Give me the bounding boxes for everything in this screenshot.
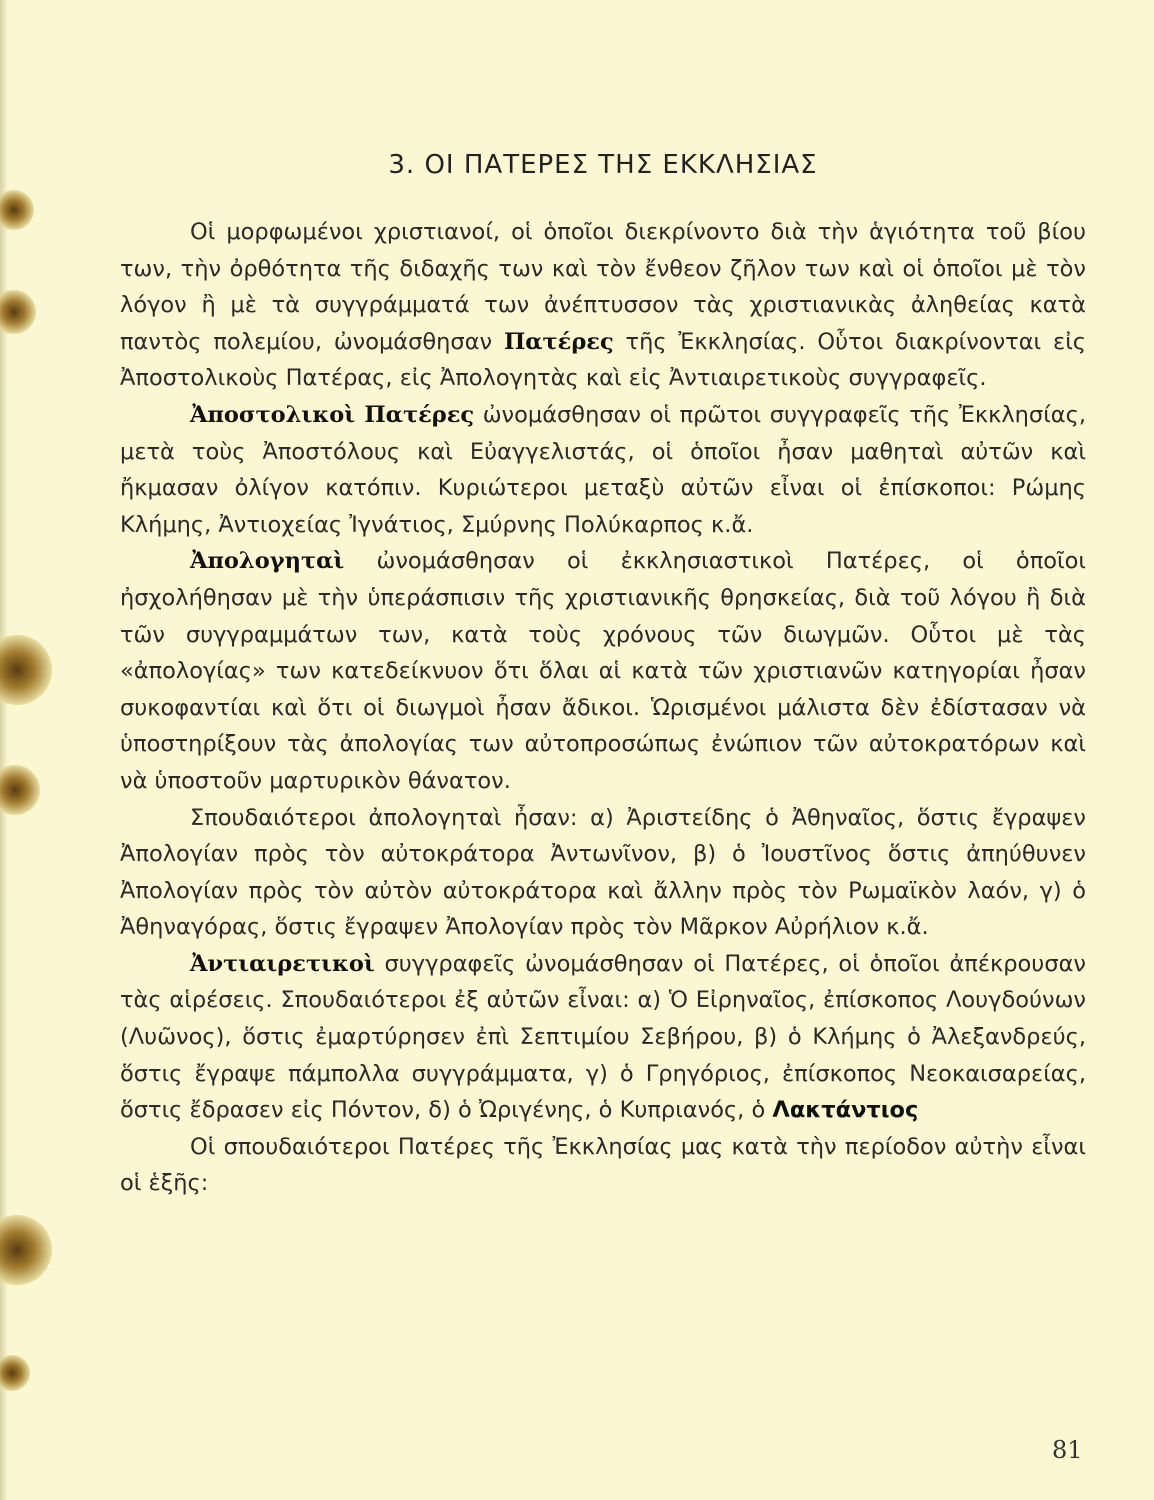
- paragraph-fathers-definition: [120, 214, 1086, 397]
- binding-hole-4: [0, 765, 40, 815]
- term-pateres: Πατέρες: [503, 328, 614, 355]
- binding-hole-3: [0, 635, 52, 705]
- text-run: Οἱ μορφωμένοι χριστιανοί, οἱ ὁποῖοι διεκρίνοντο διὰ τὴν ἁγιότητα τοῦ βίου των, τὴν ὀρθότητα τῆς διδαχῆς των καὶ τὸν ἔνθεον ζῆλον των καὶ οἱ ὁποῖοι μὲ τὸν λόγον ἢ μὲ τὰ συγγράμματά των ἀνέπτυσσον τὰς χριστιανικὰς ἀληθείας κατὰ παντὸς πολεμίου, ὠνομάσθησαν: [120, 219, 1086, 355]
- term-anti-heretical: Ἀντιαιρετικοὶ: [190, 950, 375, 977]
- text-run: τῆς Ἐκκλησίας. Οὗτοι διακρίνονται εἰς Ἀποστολικοὺς Πατέρας, εἰς Ἀπολογητὰς καὶ εἰς Ἀντιαιρετικοὺς συγγραφεῖς.: [120, 328, 1087, 392]
- document-body: [120, 150, 1086, 1202]
- term-apostolic-fathers: Ἀποστολικοὶ Πατέρες: [190, 401, 475, 428]
- text-run: Σπουδαιότεροι ἀπολογηταὶ ἦσαν: α) Ἀριστείδης ὁ Ἀθηναῖος, ὅστις ἔγραψεν Ἀπολογίαν πρὸς τὸν αὐτοκράτορα Ἀντωνῖνον, β) ὁ Ἰουστῖνος ὅστις ἀπηύθυνεν Ἀπολογίαν πρὸς τὸν αὐτὸν αὐτοκράτορα καὶ ἄλλην πρὸς τὸν Ρωμαϊκὸν λαόν, γ) ὁ Ἀθηναγόρας, ὅστις ἔγραψεν Ἀπολογίαν πρὸς τὸν Μᾶρκον Αὐρήλιον κ.ἄ.: [120, 804, 1086, 941]
- text-run: ὠνομάσθησαν οἱ ἐκκλησιαστικοὶ Πατέρες, οἱ ὁποῖοι ἠσχολήθησαν μὲ τὴν ὑπεράσπισιν τῆς χριστιανικῆς θρησκείας, διὰ τοῦ λόγου ἢ διὰ τῶν συγγραμμάτων των, κατὰ τοὺς χρόνους τῶν διωγμῶν. Οὗτοι μὲ τὰς «ἀπολογίας» των κατεδείκνυον ὅτι ὅλαι αἱ κατὰ τῶν χριστιανῶν κατηγορίαι ἦσαν συκοφαντίαι καὶ ὅτι οἱ διωγμοὶ ἦσαν ἄδικοι. Ὡρισμένοι μάλιστα δὲν ἐδίστασαν νὰ ὑποστηρίξουν τὰς ἀπολογίας των αὐτοπροσώπως ἐνώπιον τῶν αὐτοκρατόρων καὶ νὰ ὑποστοῦν μαρτυρικὸν θάνατον.: [120, 548, 1086, 794]
- page-number: 81: [1052, 1436, 1083, 1464]
- text-run: συγγραφεῖς ὠνομάσθησαν οἱ Πατέρες, οἱ ὁποῖοι ἀπέκρουσαν τὰς αἱρέσεις. Σπουδαιότεροι ἐξ αὐτῶν εἶναι: α) Ὁ Εἰρηναῖος, ἐπίσκοπος Λουγδούνων (Λυῶνος), ὅστις ἐμαρτύρησεν ἐπὶ Σεπτιμίου Σεβήρου, β) ὁ Κλήμης ὁ Ἀλεξανδρεύς, ὅστις ἔγραψε πάμπολλα συγγράμματα, γ) ὁ Γρηγόριος, ἐπίσκοπος Νεοκαισαρείας, ὅστις ἔδρασεν εἰς Πόντον, δ) ὁ Ὠριγένης, ὁ Κυπριανός, ὁ: [120, 950, 1086, 1124]
- binding-hole-2: [0, 290, 36, 334]
- paragraph-apologists: [120, 543, 1086, 799]
- binding-hole-6: [0, 1355, 30, 1391]
- term-apologists: Ἀπολογηταὶ: [190, 548, 345, 575]
- paragraph-main-apologists: [120, 800, 1086, 946]
- binding-hole-5: [0, 1215, 52, 1285]
- text-run: ὠνομάσθησαν οἱ πρῶτοι συγγραφεῖς τῆς Ἐκκλησίας, μετὰ τοὺς Ἀποστόλους καὶ Εὐαγγελιστάς, οἱ ὁποῖοι ἦσαν μαθηταὶ αὐτῶν καὶ ἤκμασαν ὀλίγον κατόπιν. Κυριώτεροι μεταξὺ αὐτῶν εἶναι οἱ ἐπίσκοποι: Ρώμης Κλήμης, Ἀντιοχείας Ἰγνάτιος, Σμύρνης Πολύκαρπος κ.ἄ.: [120, 401, 1086, 538]
- text-run: Οἱ σπουδαιότεροι Πατέρες τῆς Ἐκκλησίας μας κατὰ τὴν περίοδον αὐτὴν εἶναι οἱ ἑξῆς:: [120, 1133, 1086, 1197]
- paragraph-closing: [120, 1129, 1086, 1202]
- name-lactantius: Λακτάντιος: [772, 1097, 919, 1124]
- binding-hole-1: [0, 190, 34, 230]
- paragraph-anti-heretical: [120, 946, 1086, 1129]
- paragraph-apostolic-fathers: [120, 397, 1086, 543]
- section-title: 3. ΟΙ ΠΑΤΕΡΕΣ ΤΗΣ ΕΚΚΛΗΣΙΑΣ: [388, 150, 818, 180]
